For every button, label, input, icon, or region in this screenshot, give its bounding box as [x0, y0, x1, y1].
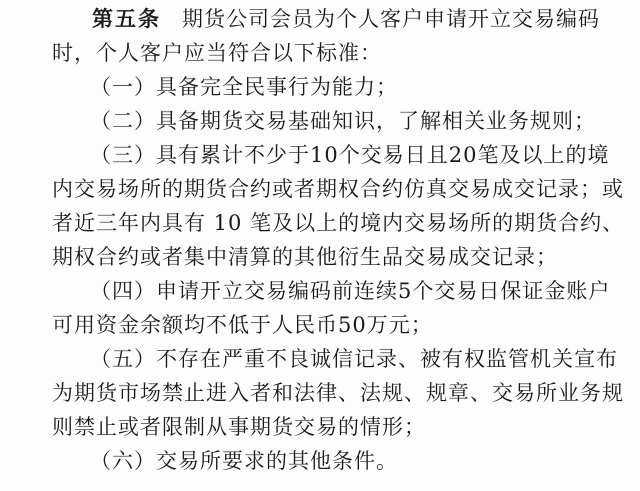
clause-5-line-3: 则禁止或者限制从事期货交易的情形；	[52, 415, 426, 439]
clause-3-line-3: 者近三年内具有 10 笔及以上的境内交易场所的期货合约、	[52, 211, 625, 235]
clause-1: （一）具备完全民事行为能力；	[90, 75, 398, 99]
clause-5-line-2: 为期货市场禁止进入者和法律、法规、规章、交易所业务规	[52, 381, 624, 405]
article-heading: 第五条	[92, 6, 161, 31]
text-line-2: 时，个人客户应当符合以下标准：	[52, 41, 382, 65]
clause-3-line-1: （三）具有累计不少于10个交易日且20笔及以上的境	[90, 143, 610, 167]
clause-5-line-1: （五）不存在严重不良诚信记录、被有权监管机关宣布	[90, 347, 618, 371]
clause-4-line-2: 可用资金余额均不低于人民币50万元；	[52, 313, 433, 337]
clause-6: （六）交易所要求的其他条件。	[90, 449, 398, 473]
clause-3-line-2: 内交易场所的期货合约或者期权合约仿真交易成交记录；或	[52, 177, 624, 201]
text-line-1: 期货公司会员为个人客户申请开立交易编码	[182, 7, 600, 31]
clause-2: （二）具备期货交易基础知识，了解相关业务规则；	[90, 109, 596, 133]
clause-4-line-1: （四）申请开立交易编码前连续5个交易日保证金账户	[90, 279, 611, 303]
clause-3-line-4: 期权合约或者集中清算的其他衍生品交易成交记录；	[52, 245, 558, 269]
